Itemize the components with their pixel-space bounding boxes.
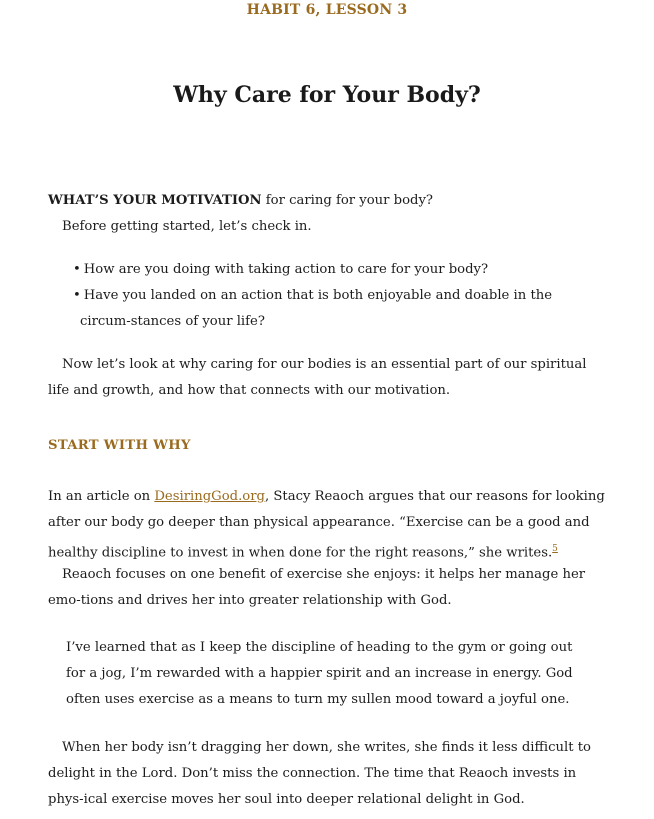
article-text-before: In an article on: [48, 489, 155, 504]
list-item: • Have you landed on an action that is both enjoyable and doable in the circum-stances of your life?: [66, 283, 606, 335]
motivation-lead: WHAT’S YOUR MOTIVATION: [48, 193, 262, 208]
block-quote: I’ve learned that as I keep the discipline of heading to the gym or going out for a jog, I’m rewarded with a happier spirit and an increase in energy. God often uses exercise as a means to turn my sullen mood toward a joyful one.: [66, 640, 573, 707]
footnote-ref[interactable]: 5: [552, 544, 558, 554]
desiringgod-link[interactable]: DesiringGod.org: [154, 489, 265, 504]
motivation-question: [48, 188, 608, 214]
article-paragraph: [48, 484, 608, 566]
checkin-text: Before getting started, let’s check in.: [62, 219, 312, 234]
transition-paragraph: Now let’s look at why caring for our bodies is an essential part of our spiritual life and growth, and how that connects with our motivation.: [48, 357, 587, 398]
article-text-after: , Stacy Reaoch argues that our reasons for looking after our body go deeper than physical appearance. “Exercise can be a good and healthy discipline to invest in when done for the right reasons,” she writes.: [48, 489, 605, 561]
section-heading: START WITH WHY: [48, 438, 191, 453]
motivation-rest: for caring for your body?: [261, 193, 434, 208]
page-title: Why Care for Your Body?: [173, 82, 481, 108]
lesson-kicker: HABIT 6, LESSON 3: [246, 2, 408, 18]
list-item: • How are you doing with taking action to care for your body?: [66, 257, 606, 283]
reaoch-paragraph: Reaoch focuses on one benefit of exercise she enjoys: it helps her manage her emo-tions and drives her into greater relationship with God.: [48, 567, 586, 608]
checkin-list: [66, 257, 606, 335]
closing-paragraph: When her body isn’t dragging her down, she writes, she finds it less difficult to delight in the Lord. Don’t miss the connection. The time that Reaoch invests in phys-ical exercise moves her soul into deeper relational delight in God.: [48, 740, 591, 807]
